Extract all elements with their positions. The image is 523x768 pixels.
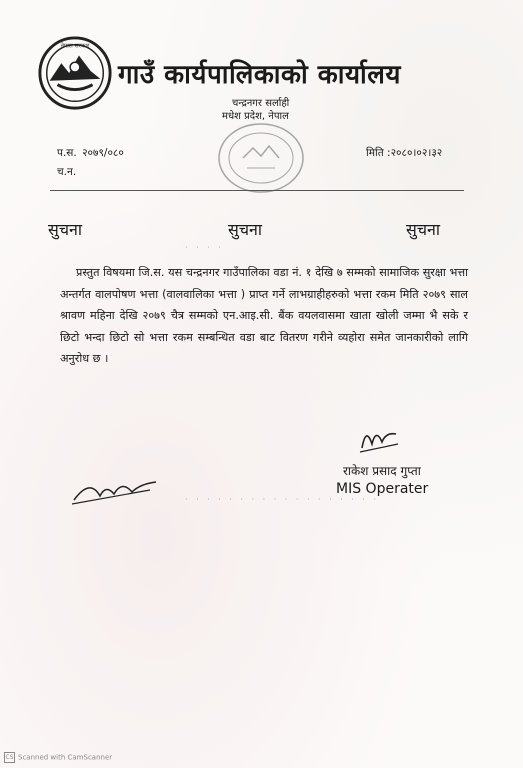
watermark-text: Scanned with CamScanner	[18, 753, 113, 762]
date-label: मिति :	[366, 147, 391, 159]
date-value: २०८०।०२।३२	[390, 147, 443, 159]
signature-mark-left	[70, 470, 160, 510]
faint-dots: · · · ·	[185, 243, 224, 252]
emblem-text: नेपाल सरकार	[60, 43, 90, 50]
notice-heading-left: सुचना	[48, 220, 83, 239]
reference-value: २०७९/०८०	[82, 147, 124, 159]
scanner-watermark	[4, 752, 112, 763]
notice-heading-right: सुचना	[406, 220, 441, 239]
faint-dots: · · · · · · · · · · · · · · · · · ·	[185, 495, 380, 504]
signature-mark-right	[356, 418, 402, 458]
signer-title: MIS Operater	[336, 481, 429, 497]
letter-date	[366, 146, 442, 160]
office-stamp-icon	[213, 118, 309, 198]
camscanner-icon: CS	[5, 754, 14, 761]
reference-label: प.स.	[57, 147, 77, 159]
signer-name: राकेश प्रसाद गुप्ता	[343, 464, 421, 478]
reference-number	[57, 146, 124, 160]
dispatch-number-label: च.न.	[57, 166, 77, 178]
header-divider	[50, 190, 464, 191]
address-line-2: मधेश प्रदेश, नेपाल	[222, 111, 289, 122]
notice-body: प्रस्तुत विषयमा जि.स. यस चन्द्रनगर गाउँपालिका वडा नं. १ देखि ७ सम्मको सामाजिक सुरक्षा भत्ता अन्तर्गत वालपोषण भत्ता (वालवालिका भत्ता ) प्राप्त गर्ने लाभग्राहीहरुको भत्ता रकम मिति २०७९ साल श्रावण महिना देखि २०७९ चैत्र सम्मको एन.आइ.सी. बैंक वयलवासमा खाता खोली जम्मा भै सके र छिटो भन्दा छिटो सो भत्ता रकम सम्बन्धित वडा बाट वितरण गरीने व्यहोरा समेत जानकारीको लागि अनुरोध छ ।	[60, 266, 468, 365]
emblem-logo-icon	[36, 34, 114, 112]
notice-heading-center: सुचना	[228, 220, 263, 239]
office-title: गाउँ कार्यपालिकाको कार्यालय	[118, 60, 401, 90]
address-line-1: चन्द्रनगर सर्लाही	[232, 98, 290, 109]
